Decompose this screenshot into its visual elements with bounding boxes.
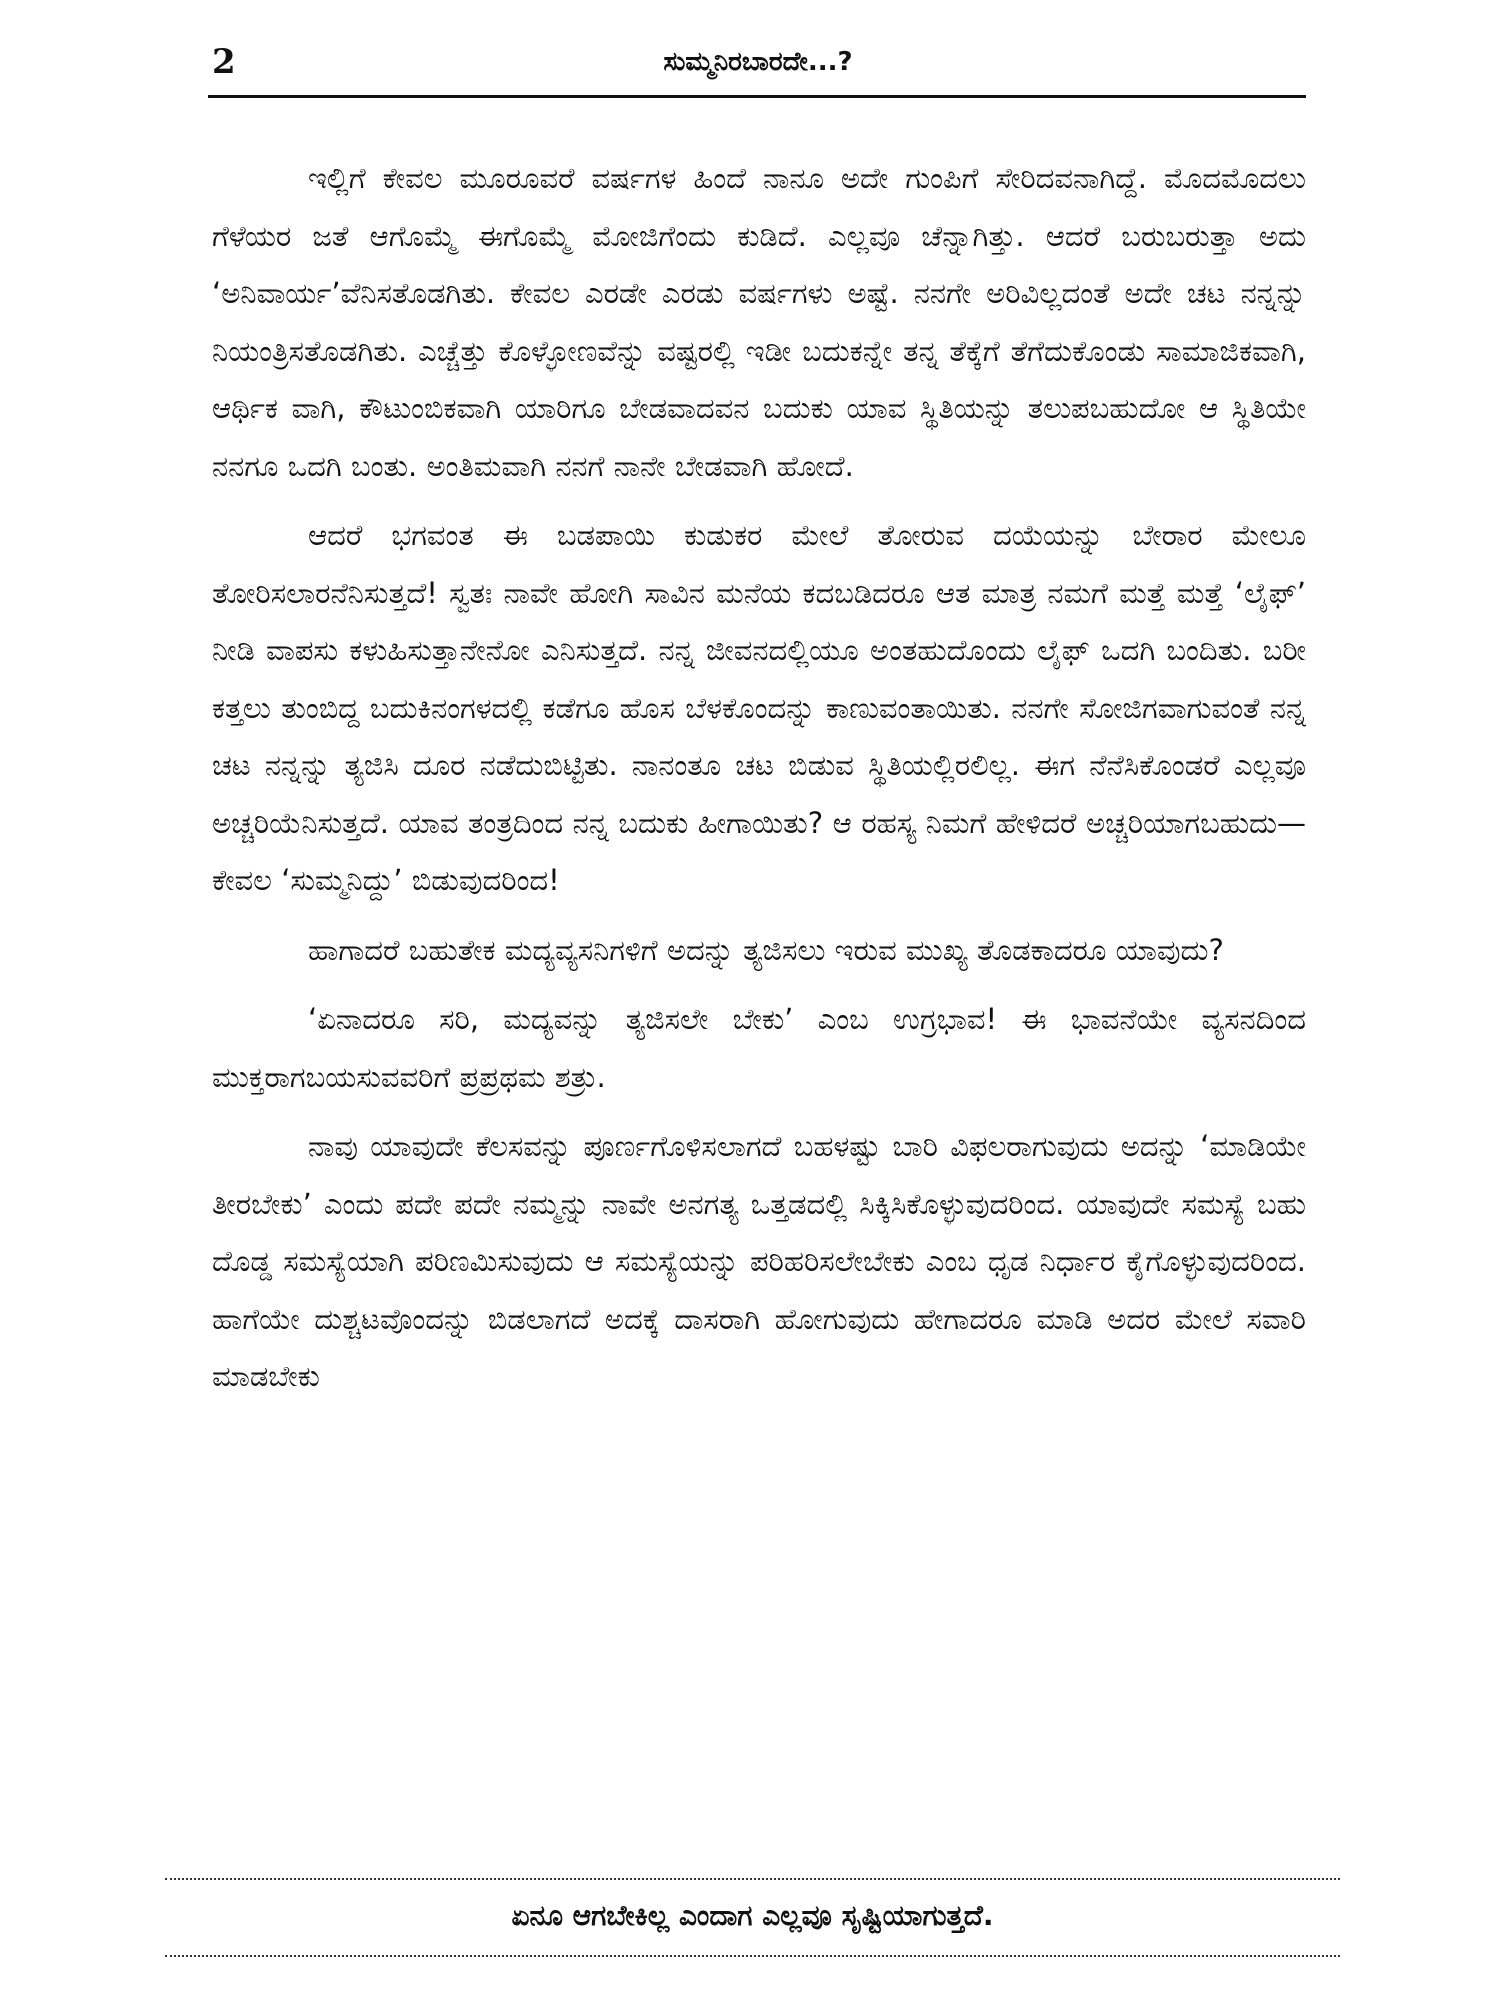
page-number: 2 (212, 42, 236, 82)
footer-rule-bottom (165, 1955, 1340, 1957)
running-title: ಸುಮ್ಮನಿರಬಾರದೇ...? (663, 47, 853, 77)
footer-rule-top (165, 1878, 1340, 1880)
header-rule (208, 95, 1306, 98)
page-header (208, 40, 1308, 88)
paragraph-5: ನಾವು ಯಾವುದೇ ಕೆಲಸವನ್ನು ಪೂರ್ಣಗೊಳಿಸಲಾಗದೆ ಬಹಳಷ್ಟು ಬಾರಿ ವಿಫಲರಾಗುವುದು ಅದನ್ನು ‘ಮಾಡಿಯೇ ತೀರಬೇಕು’ ಎಂದು ಪದೇ ಪದೇ ನಮ್ಮನ್ನು ನಾವೇ ಅನಗತ್ಯ ಒತ್ತಡದಲ್ಲಿ ಸಿಕ್ಕಿಸಿಕೊಳ್ಳುವುದರಿಂದ. ಯಾವುದೇ ಸಮಸ್ಯೆ ಬಹು ದೊಡ್ಡ ಸಮಸ್ಯೆಯಾಗಿ ಪರಿಣಮಿಸುವುದು ಆ ಸಮಸ್ಯೆಯನ್ನು ಪರಿಹರಿಸಲೇಬೇಕು ಎಂಬ ಧೃಡ ನಿರ್ಧಾರ ಕೈಗೊಳ್ಳುವುದರಿಂದ. ಹಾಗೆಯೇ ದುಶ್ಚಟವೊಂದನ್ನು ಬಿಡಲಾಗದೆ ಅದಕ್ಕೆ ದಾಸರಾಗಿ ಹೋಗುವುದು ಹೇಗಾದರೂ ಮಾಡಿ ಅದರ ಮೇಲೆ ಸವಾರಿ ಮಾಡಬೇಕು (212, 1129, 1306, 1393)
paragraph-2: ಆದರೆ ಭಗವಂತ ಈ ಬಡಪಾಯಿ ಕುಡುಕರ ಮೇಲೆ ತೋರುವ ದಯೆಯನ್ನು ಬೇರಾರ ಮೇಲೂ ತೋರಿಸಲಾರನೆನಿಸುತ್ತದೆ! ಸ್ವತಃ ನಾವೇ ಹೋಗಿ ಸಾವಿನ ಮನೆಯ ಕದಬಡಿದರೂ ಆತ ಮಾತ್ರ ನಮಗೆ ಮತ್ತೆ ಮತ್ತೆ ‘ಲೈಫ್’ ನೀಡಿ ವಾಪಸು ಕಳುಹಿಸುತ್ತಾನೇನೋ ಎನಿಸುತ್ತದೆ. ನನ್ನ ಜೀವನದಲ್ಲಿಯೂ ಅಂತಹುದೊಂದು ಲೈಫ್ ಒದಗಿ ಬಂದಿತು. ಬರೀ ಕತ್ತಲು ತುಂಬಿದ್ದ ಬದುಕಿನಂಗಳದಲ್ಲಿ ಕಡೆಗೂ ಹೊಸ ಬೆಳಕೊಂದನ್ನು ಕಾಣುವಂತಾಯಿತು. ನನಗೇ ಸೋಜಿಗವಾಗುವಂತೆ ನನ್ನ ಚಟ ನನ್ನನ್ನು ತ್ಯಜಿಸಿ ದೂರ ನಡೆದುಬಿಟ್ಟಿತು. ನಾನಂತೂ ಚಟ ಬಿಡುವ ಸ್ಥಿತಿಯಲ್ಲಿರಲಿಲ್ಲ. ಈಗ ನೆನೆಸಿಕೊಂಡರೆ ಎಲ್ಲವೂ ಅಚ್ಚರಿಯೆನಿಸುತ್ತದೆ. ಯಾವ ತಂತ್ರದಿಂದ ನನ್ನ ಬದುಕು ಹೀಗಾಯಿತು? ಆ ರಹಸ್ಯ ನಿಮಗೆ ಹೇಳಿದರೆ ಅಚ್ಚರಿಯಾಗಬಹುದು—ಕೇವಲ ‘ಸುಮ್ಮನಿದ್ದು’ ಬಿಡುವುದರಿಂದ! (212, 518, 1306, 897)
paragraph-1: ಇಲ್ಲಿಗೆ ಕೇವಲ ಮೂರೂವರೆ ವರ್ಷಗಳ ಹಿಂದೆ ನಾನೂ ಅದೇ ಗುಂಪಿಗೆ ಸೇರಿದವನಾಗಿದ್ದೆ. ಮೊದಮೊದಲು ಗೆಳೆಯರ ಜತೆ ಆಗೊಮ್ಮೆ ಈಗೊಮ್ಮೆ ಮೋಜಿಗೆಂದು ಕುಡಿದೆ. ಎಲ್ಲವೂ ಚೆನ್ನಾಗಿತ್ತು. ಆದರೆ ಬರುಬರುತ್ತಾ ಅದು ‘ಅನಿವಾರ್ಯ’ವೆನಿಸತೊಡಗಿತು. ಕೇವಲ ಎರಡೇ ಎರಡು ವರ್ಷಗಳು ಅಷ್ಟೆ. ನನಗೇ ಅರಿವಿಲ್ಲದಂತೆ ಅದೇ ಚಟ ನನ್ನನ್ನು ನಿಯಂತ್ರಿಸತೊಡಗಿತು. ಎಚ್ಚೆತ್ತು ಕೊಳ್ಳೋಣವೆನ್ನು ವಷ್ಟರಲ್ಲಿ ಇಡೀ ಬದುಕನ್ನೇ ತನ್ನ ತೆಕ್ಕೆಗೆ ತೆಗೆದುಕೊಂಡು ಸಾಮಾಜಿಕವಾಗಿ, ಆರ್ಥಿಕ ವಾಗಿ, ಕೌಟುಂಬಿಕವಾಗಿ ಯಾರಿಗೂ ಬೇಡವಾದವನ ಬದುಕು ಯಾವ ಸ್ಥಿತಿಯನ್ನು ತಲುಪಬಹುದೋ ಆ ಸ್ಥಿತಿಯೇ ನನಗೂ ಒದಗಿ ಬಂತು. ಅಂತಿಮವಾಗಿ ನನಗೆ ನಾನೇ ಬೇಡವಾಗಿ ಹೋದೆ. (212, 161, 1306, 483)
paragraph-4: ‘ಏನಾದರೂ ಸರಿ, ಮದ್ಯವನ್ನು ತ್ಯಜಿಸಲೇ ಬೇಕು’ ಎಂಬ ಉಗ್ರಭಾವ! ಈ ಭಾವನೆಯೇ ವ್ಯಸನದಿಂದ ಮುಕ್ತರಾಗಬಯಸುವವರಿಗೆ ಪ್ರಪ್ರಥಮ ಶತ್ರು. (212, 1002, 1306, 1094)
footer-quote: ಏನೂ ಆಗಬೇಕಿಲ್ಲ ಎಂದಾಗ ಎಲ್ಲವೂ ಸೃಷ್ಟಿಯಾಗುತ್ತದೆ. (511, 1899, 994, 1932)
body-text (212, 150, 1306, 1418)
paragraph-3: ಹಾಗಾದರೆ ಬಹುತೇಕ ಮದ್ಯವ್ಯಸನಿಗಳಿಗೆ ಅದನ್ನು ತ್ಯಜಿಸಲು ಇರುವ ಮುಖ್ಯ ತೊಡಕಾದರೂ ಯಾವುದು? (308, 932, 1224, 967)
